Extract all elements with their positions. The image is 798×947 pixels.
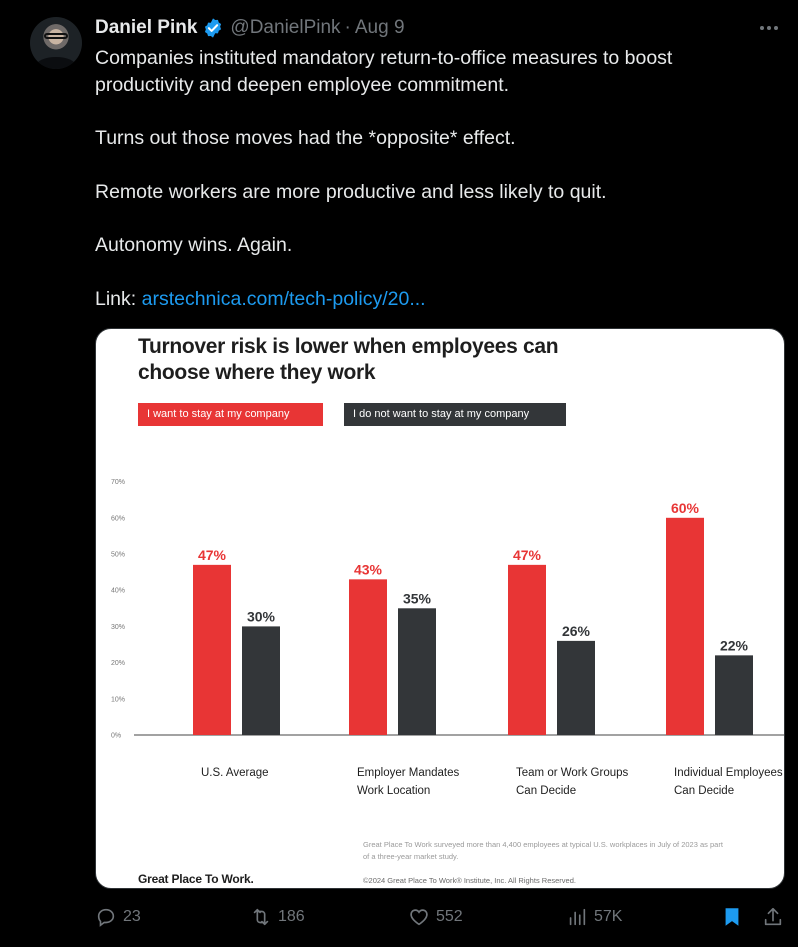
tweet-paragraph: Remote workers are more productive and less likely to quit. [95,180,607,203]
tweet-header [95,16,405,40]
brand-logo: Great Place To Work. [138,872,254,886]
y-tick-label: 50% [111,551,126,559]
link-prefix: Link: [95,287,142,310]
data-label: 22% [719,637,749,654]
category-label: Team or Work Groups [516,767,629,779]
author-handle[interactable]: @DanielPink [230,17,341,38]
y-tick-label: 10% [111,696,126,704]
reply-button[interactable] [95,906,141,928]
bookmark-button[interactable] [721,906,743,928]
reply-icon [95,906,117,928]
bar-stay [666,518,704,735]
retweet-button[interactable] [250,906,305,928]
retweet-count: 186 [278,908,305,925]
tweet-date[interactable]: Aug 9 [354,17,405,38]
views-button[interactable] [566,906,622,928]
bar-nostay [715,655,753,735]
category-label: Can Decide [674,785,735,797]
avatar-shirt [36,57,76,69]
category-label: U.S. Average [201,767,269,779]
data-label: 47% [512,546,542,563]
category-label: Employer Mandates [357,767,460,779]
like-button[interactable] [408,906,463,928]
legend-stay: I want to stay at my company [138,403,323,426]
author-name[interactable]: Daniel Pink [95,17,198,38]
tweet-paragraph: Autonomy wins. Again. [95,234,293,256]
avatar-glasses [44,33,68,39]
y-tick-label: 20% [111,660,126,668]
bar-stay [508,565,546,735]
y-tick-label: 70% [111,479,126,487]
data-label: 35% [402,590,432,607]
chart-title: Turnover risk is lower when employees can choose where they work [138,335,559,384]
retweet-icon [250,906,272,928]
action-bar [0,906,798,934]
copyright-text: ©2024 Great Place To Work® Institute, Inc. All Rights Reserved. [363,876,576,885]
share-button[interactable] [762,906,784,928]
bar-nostay [557,641,595,735]
tweet-link-line [95,286,755,313]
data-label: 30% [246,608,276,625]
bar-nostay [398,608,436,735]
category-label: Work Location [357,785,431,797]
more-options-icon[interactable] [760,22,786,34]
bar-nostay [242,626,280,735]
data-label: 43% [353,561,383,578]
bar-stay [193,565,231,735]
view-count: 57K [594,908,623,925]
y-tick-label: 40% [111,587,126,595]
data-label: 26% [561,622,591,639]
header-separator: · [344,17,351,38]
author-avatar[interactable] [30,17,82,69]
bookmark-icon [721,906,743,928]
bar-stay [349,579,387,735]
tweet-text [95,45,755,339]
share-icon [762,906,784,928]
tweet-paragraph: Turns out those moves had the *opposite* effect. [95,127,516,149]
category-label: Can Decide [516,785,577,797]
views-icon [566,906,588,928]
legend-nostay: I do not want to stay at my company [344,403,566,426]
tweet-paragraph: Companies instituted mandatory return-to-office measures to boost productivity and deepen employee commitment. [95,47,673,96]
verified-badge-icon[interactable] [202,17,224,39]
chart-footnote: Great Place To Work surveyed more than 4,400 employees at typical U.S. workplaces in July of 2023 as part of a three-year market study. [363,840,723,861]
tweet-image[interactable] [95,328,785,889]
like-count: 552 [436,908,463,925]
y-tick-label: 60% [111,515,126,523]
data-label: 47% [197,546,227,563]
article-link[interactable]: arstechnica.com/tech-policy/20... [141,287,426,310]
bar-chart [96,329,785,889]
data-label: 60% [670,499,700,516]
heart-icon [408,906,430,928]
y-tick-label: 0% [111,732,122,740]
y-tick-label: 30% [111,623,126,631]
reply-count: 23 [123,908,141,925]
category-label: Individual Employees [674,767,783,779]
